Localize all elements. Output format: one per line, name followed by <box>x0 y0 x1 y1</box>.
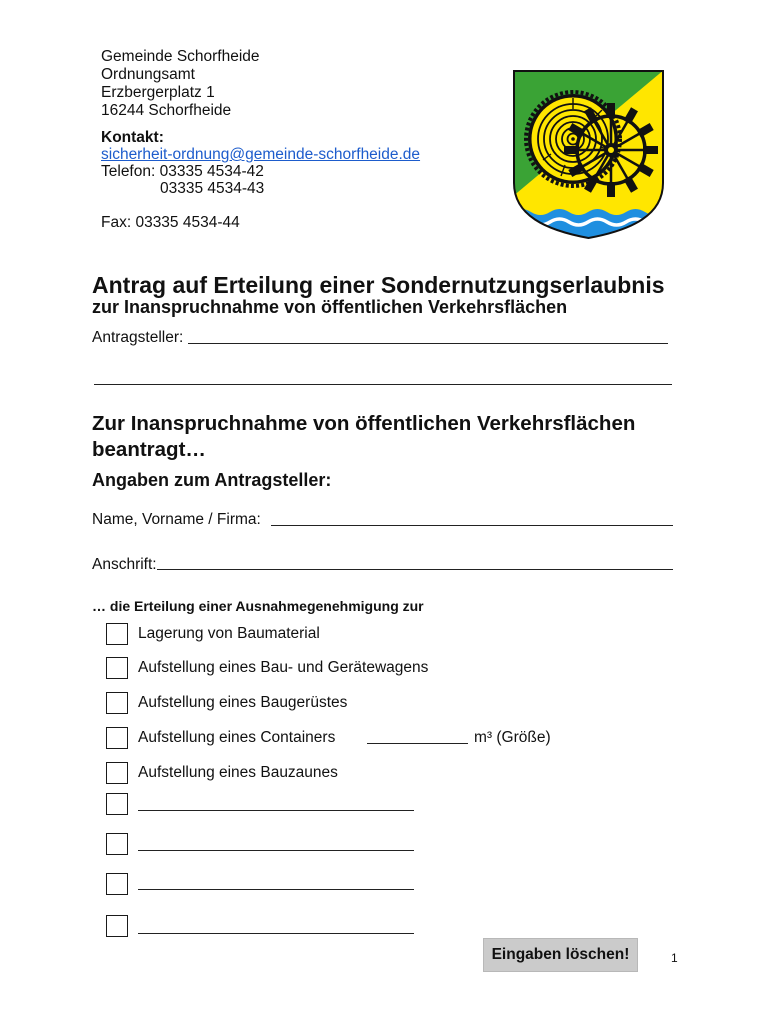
permit-option-material-storage <box>106 623 676 645</box>
option-label: Aufstellung eines Baugerüstes <box>138 694 348 711</box>
option-label: Aufstellung eines Bau- und Gerätewagens <box>138 659 429 676</box>
permit-option-custom <box>106 873 676 895</box>
permit-option-scaffolding <box>106 692 676 714</box>
address-label: Anschrift: <box>92 556 157 573</box>
page-number: 1 <box>671 951 678 965</box>
checkbox-site-trailer[interactable] <box>106 657 128 679</box>
applicant-field-continued[interactable] <box>94 369 672 385</box>
document-title: Antrag auf Erteilung einer Sondernutzungserlaubnis <box>92 272 665 298</box>
checkbox-material-storage[interactable] <box>106 623 128 645</box>
name-field[interactable] <box>271 510 673 526</box>
option-label: Aufstellung eines Containers <box>138 729 336 746</box>
phone-number-alt: 03335 4534-43 <box>160 180 265 197</box>
checkbox-custom[interactable] <box>106 915 128 937</box>
checkbox-container[interactable] <box>106 727 128 749</box>
permit-option-site-trailer <box>106 657 676 679</box>
permit-option-custom <box>106 833 676 855</box>
contact-label: Kontakt: <box>101 129 164 146</box>
checkbox-custom[interactable] <box>106 793 128 815</box>
clear-inputs-button[interactable]: Eingaben löschen! <box>483 938 638 972</box>
name-label: Name, Vorname / Firma: <box>92 511 261 528</box>
document-subtitle: zur Inanspruchnahme von öffentlichen Verkehrsflächen <box>92 297 568 317</box>
applicant-details-heading: Angaben zum Antragsteller: <box>92 470 332 490</box>
permit-option-custom <box>106 915 676 937</box>
custom-option-field[interactable] <box>138 874 414 890</box>
phone-number: Telefon: 03335 4534-42 <box>101 163 264 180</box>
address-street: Erzbergerplatz 1 <box>101 84 215 101</box>
container-size-unit: m³ (Größe) <box>474 729 551 746</box>
sender-address <box>101 48 260 120</box>
applicant-label: Antragsteller: <box>92 329 184 346</box>
request-heading-line-1: Zur Inanspruchnahme von öffentlichen Verkehrsflächen <box>92 412 636 435</box>
option-label: Lagerung von Baumaterial <box>138 625 320 642</box>
address-organization: Gemeinde Schorfheide <box>101 48 260 65</box>
address-department: Ordnungsamt <box>101 66 195 83</box>
fax-number: Fax: 03335 4534-44 <box>101 214 240 231</box>
container-size-field[interactable] <box>367 728 468 744</box>
contact-block <box>101 129 420 231</box>
custom-option-field[interactable] <box>138 795 414 811</box>
request-heading <box>92 411 635 463</box>
permit-intro: … die Erteilung einer Ausnahmegenehmigung zur <box>92 598 424 614</box>
custom-option-field[interactable] <box>138 918 414 934</box>
email-line <box>101 146 420 163</box>
address-field[interactable] <box>157 554 673 570</box>
checkbox-scaffolding[interactable] <box>106 692 128 714</box>
address-postal-city: 16244 Schorfheide <box>101 102 232 119</box>
checkbox-construction-fence[interactable] <box>106 762 128 784</box>
option-label: Aufstellung eines Bauzaunes <box>138 764 338 781</box>
permit-option-construction-fence <box>106 762 676 784</box>
permit-option-container <box>106 727 676 749</box>
applicant-field[interactable] <box>188 328 668 344</box>
email-link[interactable]: sicherheit-ordnung@gemeinde-schorfheide.de <box>101 146 421 163</box>
coat-of-arms-icon <box>512 69 665 240</box>
checkbox-custom[interactable] <box>106 833 128 855</box>
shield-field <box>512 69 665 240</box>
custom-option-field[interactable] <box>138 835 414 851</box>
permit-option-custom <box>106 793 676 815</box>
checkbox-custom[interactable] <box>106 873 128 895</box>
request-heading-line-2: beantragt… <box>92 438 206 461</box>
